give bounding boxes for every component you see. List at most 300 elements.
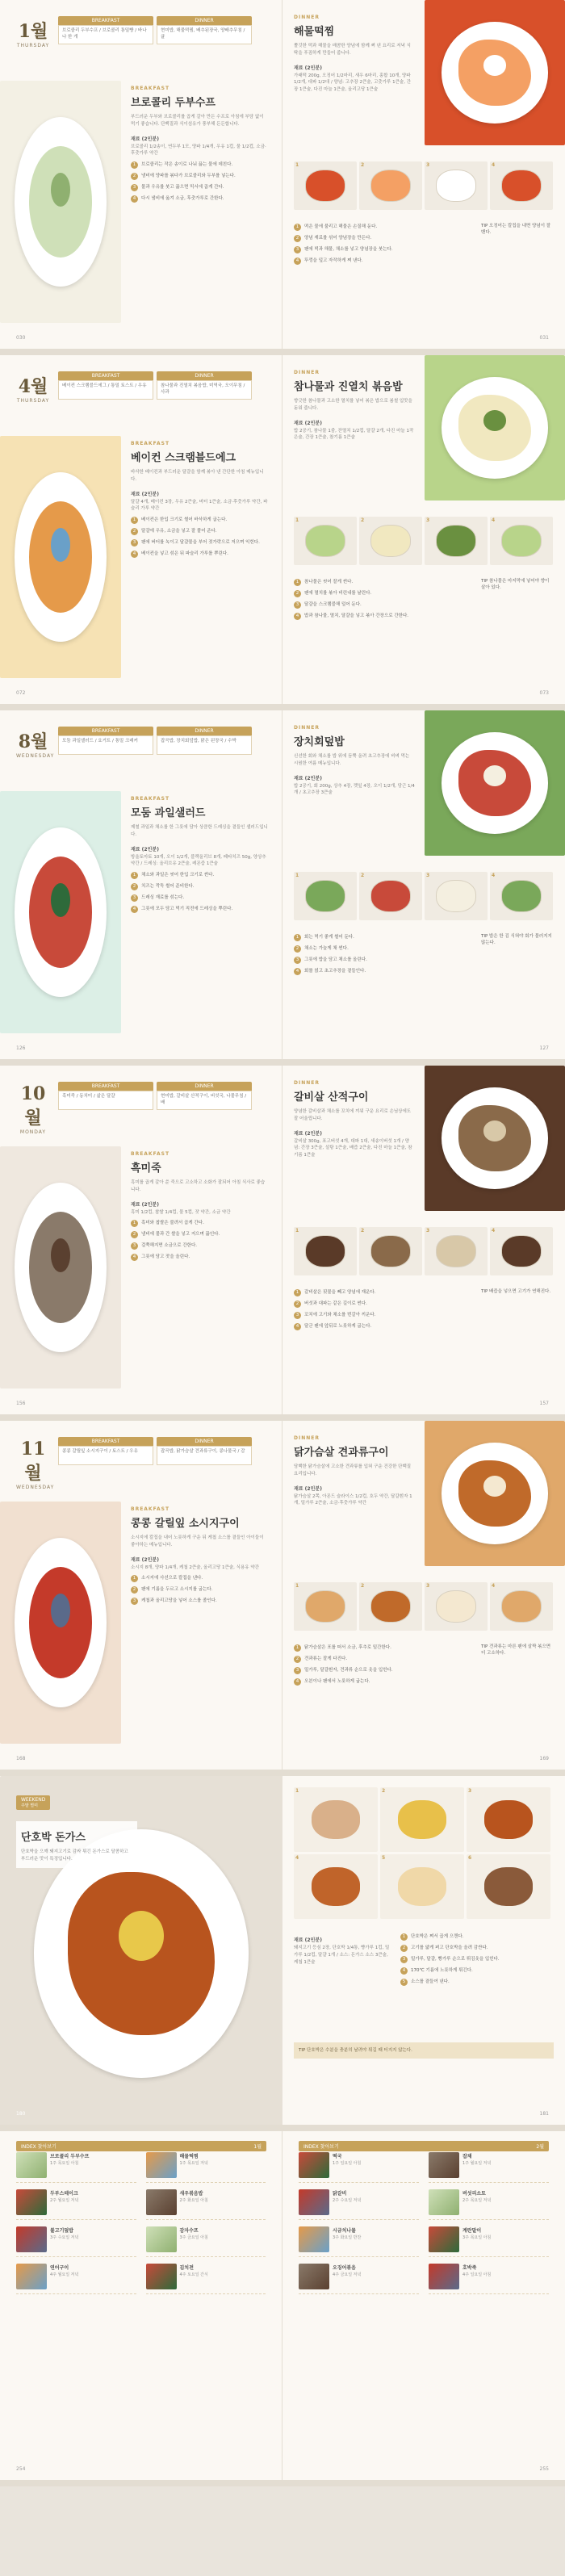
step-photo-number: 3 xyxy=(426,162,430,168)
recipe-step xyxy=(131,517,268,524)
ingredients-block xyxy=(294,1929,391,1966)
step-photo xyxy=(490,1582,553,1631)
index-item-title: 잡채 xyxy=(462,2154,472,2159)
ingredients-text: 달걀 4개, 베이컨 3장, 우유 2큰술, 버터 1큰술, 소금·후춧가루 약간, 파슬리 가루 약간 xyxy=(131,499,268,512)
step-photo xyxy=(467,1854,550,1919)
dinner-photo xyxy=(425,1066,565,1211)
right-page xyxy=(282,355,565,704)
step-photo xyxy=(425,1227,488,1275)
step-photo-number: 2 xyxy=(361,1583,365,1589)
menu-tab xyxy=(157,1437,252,1465)
recipe-description: 양념한 갈비살과 채소를 꼬치에 끼워 구운 요리로 손님상에도 잘 어울립니다. xyxy=(294,1109,412,1121)
index-thumbnail xyxy=(299,2264,329,2289)
index-item[interactable] xyxy=(146,2226,266,2257)
recipe-description: 소시지에 칼집을 내어 노릇하게 구운 뒤 케첩 소스를 곁들인 아이들이 좋아하는 메뉴입니다. xyxy=(131,1535,264,1548)
menu-tab-heading: DINNER xyxy=(157,16,252,25)
menu-tab xyxy=(157,727,252,755)
meal-category: BREAKFAST xyxy=(131,796,170,802)
step-photo-number: 4 xyxy=(492,1583,496,1589)
badge-label: WEEKEND xyxy=(21,1797,46,1803)
index-item[interactable] xyxy=(146,2152,266,2183)
tip-note xyxy=(481,578,554,592)
step-text: 걸쭉해지면 소금으로 간한다. xyxy=(141,1243,198,1249)
ingredients-heading: 재료 (2인분) xyxy=(131,1201,159,1208)
step-text: 팬에 떡과 해물, 채소를 넣고 양념장을 붓는다. xyxy=(304,247,393,252)
step-number: 2 xyxy=(294,590,301,597)
step-text: 꼬치에 고기와 채소를 번갈아 끼운다. xyxy=(304,1313,376,1317)
index-item-sub: 2주 화요일 아침 xyxy=(179,2198,208,2203)
left-page xyxy=(0,2131,282,2480)
menu-tab-body: 현미밥, 해물떡찜, 배추된장국, 양배추무침 / 귤 xyxy=(157,25,252,44)
menu-tab-heading: BREAKFAST xyxy=(58,371,153,380)
recipe-step xyxy=(294,1301,471,1308)
index-header xyxy=(299,2141,549,2151)
day-marker xyxy=(16,728,55,759)
index-item-title: 떡국 xyxy=(333,2154,342,2159)
index-item-sub: 3주 목요일 아침 xyxy=(462,2235,492,2240)
step-photo xyxy=(490,1227,553,1275)
step-photo-number: 1 xyxy=(295,517,299,523)
index-item[interactable] xyxy=(299,2152,419,2183)
recipe-step xyxy=(131,551,268,558)
recipe-step xyxy=(131,883,268,890)
step-food-shape xyxy=(305,1590,345,1623)
step-text: 채소는 가늘게 채 썬다. xyxy=(304,946,349,951)
garnish-shape xyxy=(483,765,506,785)
recipe-description: 담백한 닭가슴살에 고소한 견과류를 입혀 구운 건강한 단백질 요리입니다. xyxy=(294,1464,412,1476)
recipe-step xyxy=(294,957,471,964)
step-text: 베이컨은 한입 크기로 썰어 바삭하게 굽는다. xyxy=(141,517,228,523)
step-number: 1 xyxy=(131,872,138,879)
step-photo xyxy=(490,872,553,920)
index-text xyxy=(180,2226,208,2252)
index-item-title: 계란말이 xyxy=(462,2228,482,2234)
tip-note xyxy=(481,1288,554,1295)
index-item[interactable] xyxy=(146,2264,266,2294)
step-text: 오븐이나 팬에서 노릇하게 굽는다. xyxy=(304,1679,370,1684)
index-item-title: 브로콜리 두부수프 xyxy=(50,2154,90,2159)
ingredients-heading: 재료 (2인분) xyxy=(294,65,322,71)
recipe-step xyxy=(131,528,268,535)
step-photo xyxy=(294,161,357,210)
recipe-step xyxy=(294,590,471,597)
book-spread xyxy=(0,355,565,710)
breakfast-text xyxy=(131,86,268,203)
step-photo-number: 2 xyxy=(361,517,365,523)
recipe-step xyxy=(294,968,471,975)
menu-tab-body: 현미밥, 갈비살 산적구이, 버섯국, 나물무침 / 배 xyxy=(157,1091,252,1110)
recipe-title: 단호박 돈가스 xyxy=(21,1832,86,1844)
step-number: 4 xyxy=(131,1254,138,1261)
step-photo xyxy=(425,517,488,565)
step-number: 3 xyxy=(400,1956,408,1963)
dinner-photo xyxy=(425,710,565,856)
book-spread xyxy=(0,1776,565,2131)
menu-tab xyxy=(58,371,153,400)
breakfast-photo xyxy=(0,1146,121,1389)
recipe-step xyxy=(131,1575,268,1582)
recipe-description: 쫄깃한 떡과 해물을 매콤한 양념에 함께 쪄 낸 요리로 저녁 식탁을 푸짐하게 만들어 줍니다. xyxy=(294,44,411,56)
index-item[interactable] xyxy=(299,2226,419,2257)
index-item[interactable] xyxy=(429,2264,549,2294)
page-number: 181 xyxy=(539,2111,549,2117)
recipe-step xyxy=(294,1644,471,1652)
ingredients-heading: 재료 (2인분) xyxy=(131,136,159,142)
index-item-sub: 1주 목요일 아침 xyxy=(50,2161,79,2166)
index-thumbnail xyxy=(299,2189,329,2215)
index-item[interactable] xyxy=(16,2226,136,2257)
index-title: INDEX 찾아보기 xyxy=(21,2144,56,2150)
index-thumbnail xyxy=(16,2264,47,2289)
recipe-title: 브로콜리 두부수프 xyxy=(131,97,216,109)
index-thumbnail xyxy=(429,2226,459,2252)
step-photo-number: 4 xyxy=(492,1228,496,1234)
step-photo-number: 2 xyxy=(382,1788,386,1794)
menu-tab-heading: BREAKFAST xyxy=(58,727,153,735)
step-number: 1 xyxy=(294,1289,301,1296)
step-number: 2 xyxy=(131,1231,138,1238)
index-item[interactable] xyxy=(429,2226,549,2257)
recipe-description: 단호박을 으깨 돼지고기로 감싸 튀긴 돈가스로 달콤하고 부드러운 맛이 특징입니다. xyxy=(21,1849,128,1862)
index-text xyxy=(462,2226,491,2252)
recipe-step xyxy=(131,161,268,169)
page-number: 168 xyxy=(16,1756,26,1761)
dinner-steps xyxy=(294,575,471,620)
recipe-step xyxy=(294,613,471,620)
recipe-step xyxy=(294,235,471,242)
steps-block xyxy=(400,1929,554,1986)
step-number: 3 xyxy=(294,1312,301,1319)
dinner-photo xyxy=(425,1421,565,1566)
index-item-title: 두부스테이크 xyxy=(50,2191,78,2197)
step-number: 4 xyxy=(294,613,301,620)
day-number: 10월 xyxy=(20,1083,46,1129)
menu-tab-heading: DINNER xyxy=(157,371,252,380)
index-grid xyxy=(299,2152,549,2294)
menu-tab xyxy=(58,1437,153,1465)
title-panel xyxy=(16,1821,137,1868)
ingredients-text: 밥 2공기, 참나물 1줌, 잔멸치 1/2컵, 달걀 2개, 다진 마늘 1작은술, 간장 1큰술, 참기름 1큰술 xyxy=(294,428,414,441)
menu-tab-heading: DINNER xyxy=(157,1082,252,1091)
index-header xyxy=(16,2141,266,2151)
right-page xyxy=(282,2131,565,2480)
index-text xyxy=(462,2152,491,2178)
index-item[interactable] xyxy=(146,2189,266,2220)
dinner-text xyxy=(294,1435,415,1507)
index-item-sub: 1주 일요일 아침 xyxy=(333,2161,362,2166)
page-number: 156 xyxy=(16,1401,26,1406)
index-item[interactable] xyxy=(299,2189,419,2220)
step-text: 소시지에 사선으로 칼집을 낸다. xyxy=(141,1576,203,1581)
step-text: 밀가루, 달걀, 빵가루 순으로 튀김옷을 입힌다. xyxy=(411,1957,500,1962)
index-item-title: 김치전 xyxy=(179,2265,194,2271)
meal-category: DINNER xyxy=(294,725,320,731)
index-thumbnail xyxy=(146,2226,177,2252)
recipe-step xyxy=(131,539,268,547)
index-month: 1월 xyxy=(253,2144,262,2150)
garnish-shape xyxy=(483,1476,506,1496)
recipe-title: 참나물과 진열치 볶음밥 xyxy=(294,381,403,393)
step-photo xyxy=(294,1582,357,1631)
recipe-step xyxy=(294,1667,471,1674)
book-spread xyxy=(0,2131,565,2486)
step-number: 1 xyxy=(294,1644,301,1652)
index-item[interactable] xyxy=(429,2152,549,2183)
recipe-step xyxy=(294,1323,471,1330)
breakfast-text xyxy=(131,796,268,913)
index-item[interactable] xyxy=(16,2152,136,2183)
index-item-title: 닭갈비 xyxy=(333,2191,347,2197)
ingredients-heading: 재료 (2인분) xyxy=(294,1485,322,1492)
garnish-shape xyxy=(51,1594,70,1627)
day-number: 4월 xyxy=(18,376,48,397)
index-text xyxy=(50,2189,78,2215)
step-text: 170℃ 기름에 노릇하게 튀긴다. xyxy=(411,1968,473,1973)
left-page xyxy=(0,1776,282,2125)
step-photo xyxy=(359,1227,422,1275)
step-food-shape xyxy=(305,880,345,912)
index-thumbnail xyxy=(299,2226,329,2252)
menu-tab-heading: DINNER xyxy=(157,727,252,735)
recipe-description: 바삭한 베이컨과 부드러운 달걀을 함께 볶아 낸 간단한 아침 메뉴입니다. xyxy=(131,470,264,482)
index-item[interactable] xyxy=(16,2264,136,2294)
index-thumbnail xyxy=(429,2152,459,2178)
step-number: 3 xyxy=(294,1667,301,1674)
step-text: 그릇에 담고 잣을 올린다. xyxy=(141,1254,190,1260)
step-text: 양념 재료를 섞어 양념장을 만든다. xyxy=(304,236,372,241)
step-food-shape xyxy=(484,1800,533,1839)
meal-category: BREAKFAST xyxy=(131,86,170,91)
ingredients-text: 닭가슴살 2쪽, 아몬드 슬라이스 1/2컵, 호두 약간, 달걀흰자 1개, 밀가루 2큰술, 소금·후춧가루 약간 xyxy=(294,1493,412,1506)
step-photo xyxy=(425,872,488,920)
step-photo-number: 1 xyxy=(295,162,299,168)
ingredients-text: 브로콜리 1/2송이, 연두부 1모, 양파 1/4개, 우유 1컵, 물 1/2컵, 소금·후춧가루 약간 xyxy=(131,144,266,157)
recipe-title: 닭가슴살 견과류구이 xyxy=(294,1447,389,1459)
step-photo-number: 4 xyxy=(492,517,496,523)
index-thumbnail xyxy=(16,2189,47,2215)
step-number: 3 xyxy=(131,894,138,902)
step-photo xyxy=(359,872,422,920)
step-photos xyxy=(294,872,554,920)
recipe-step xyxy=(294,1656,471,1663)
index-thumbnail xyxy=(299,2152,329,2178)
tip-text: TIP 밥은 한 김 식혀야 회가 물러지지 않는다. xyxy=(481,934,552,946)
recipe-step xyxy=(294,224,471,231)
step-number: 4 xyxy=(400,1967,408,1975)
step-photo xyxy=(380,1787,464,1852)
step-number: 2 xyxy=(131,173,138,180)
index-item[interactable] xyxy=(429,2189,549,2220)
page-number: 030 xyxy=(16,335,26,341)
step-food-shape xyxy=(370,880,411,912)
menu-tab xyxy=(157,16,252,44)
step-text: 참나물은 씻어 잘게 썬다. xyxy=(304,580,354,584)
badge-sub: 주말 별미 xyxy=(21,1803,38,1808)
garnish-shape xyxy=(51,173,70,207)
index-text xyxy=(180,2189,208,2215)
step-photo-number: 2 xyxy=(361,873,365,878)
breakfast-text xyxy=(131,1506,268,1605)
step-number: 2 xyxy=(294,235,301,242)
step-text: 브로콜리는 작은 송이로 나눠 끓는 물에 데친다. xyxy=(141,162,233,168)
step-food-shape xyxy=(305,525,345,557)
index-item[interactable] xyxy=(299,2264,419,2294)
step-number: 2 xyxy=(294,1656,301,1663)
page-number: 073 xyxy=(539,690,549,696)
index-item-sub: 4주 토요일 간식 xyxy=(179,2272,208,2277)
menu-tab-body: 흑미죽 / 동치미 / 삶은 달걀 xyxy=(58,1091,153,1110)
step-photo-number: 1 xyxy=(295,1228,299,1234)
day-marker xyxy=(16,1083,50,1135)
index-item-title: 시금치나물 xyxy=(333,2228,356,2234)
breakfast-text xyxy=(131,441,268,558)
index-item-sub: 2주 수요일 저녁 xyxy=(333,2198,362,2203)
index-item-sub: 3주 화요일 반찬 xyxy=(333,2235,362,2240)
recipe-step xyxy=(400,1967,554,1975)
step-text: 뚜껑을 덮고 자작하게 쪄 낸다. xyxy=(304,258,363,263)
index-item-sub: 2주 목요일 저녁 xyxy=(462,2198,492,2203)
step-food-shape xyxy=(436,1235,476,1267)
step-photo xyxy=(294,1854,378,1919)
ingredients-heading: 재료 (2인분) xyxy=(294,1130,322,1137)
step-photos xyxy=(294,1787,554,1919)
page-number: 180 xyxy=(16,2111,26,2117)
recipe-step xyxy=(131,184,268,191)
left-page xyxy=(0,0,282,349)
step-photos xyxy=(294,161,554,210)
recipe-step xyxy=(400,1945,554,1952)
recipe-description: 부드러운 두부와 브로콜리를 곱게 갈아 만든 수프로 아침에 부담 없이 먹기 좋습니다. 단백질과 식이섬유가 풍부해 든든합니다. xyxy=(131,115,264,127)
meal-category: DINNER xyxy=(294,370,320,375)
recipe-title: 베이컨 스크램블드에그 xyxy=(131,452,236,464)
index-item-sub: 3주 금요일 아침 xyxy=(179,2235,208,2240)
step-photo-number: 3 xyxy=(426,1583,430,1589)
menu-tab-body: 모둠 과일샐러드 / 요거트 / 통밀 크래커 xyxy=(58,735,153,755)
step-photo xyxy=(294,872,357,920)
dinner-steps xyxy=(294,220,471,265)
step-number: 4 xyxy=(294,968,301,975)
ingredients-text: 가래떡 200g, 오징어 1/2마리, 새우 6마리, 홍합 10개, 양파 1/2개, 대파 1/2대 / 양념: 고추장 2큰술, 고춧가루 1큰술, 간장 1큰술, 다진 마늘 1큰술, 올리고당 1큰술 xyxy=(294,73,412,93)
menu-tab xyxy=(157,371,252,400)
index-item-title: 불고기덮밥 xyxy=(50,2228,73,2234)
badge xyxy=(16,1795,50,1810)
step-photo-number: 4 xyxy=(295,1855,299,1861)
recipe-step xyxy=(131,1220,268,1227)
menu-tab-body: 잡곡밥, 장치회덮밥, 맑은 된장국 / 수박 xyxy=(157,735,252,755)
garnish-shape xyxy=(119,1911,164,1961)
step-number: 4 xyxy=(131,551,138,558)
step-photo xyxy=(294,1227,357,1275)
index-item-sub: 1주 목요일 저녁 xyxy=(179,2161,208,2166)
step-text: 팬에 멸치를 볶아 비린내를 날린다. xyxy=(304,591,372,596)
tip-note xyxy=(481,223,554,237)
step-photo-number: 3 xyxy=(426,517,430,523)
index-thumbnail xyxy=(429,2189,459,2215)
dinner-text xyxy=(294,370,415,442)
meal-category: DINNER xyxy=(294,15,320,20)
recipe-title: 해물떡찜 xyxy=(294,26,335,38)
step-text: 냄비에 양파를 볶다가 브로콜리와 두부를 넣는다. xyxy=(141,174,236,179)
recipe-step xyxy=(294,934,471,941)
menu-tab xyxy=(58,16,153,44)
step-text: 버섯과 대파는 같은 길이로 썬다. xyxy=(304,1301,367,1306)
day-marker xyxy=(16,18,50,48)
tip-note xyxy=(481,933,554,947)
index-item-title: 연어구이 xyxy=(50,2265,69,2271)
step-text: 다시 냄비에 옮겨 소금, 후춧가루로 간한다. xyxy=(141,196,224,202)
recipe-step xyxy=(400,1979,554,1986)
step-text: 그릇에 모두 담고 먹기 직전에 드레싱을 뿌린다. xyxy=(141,907,233,912)
recipe-step xyxy=(131,894,268,902)
index-item-sub: 4주 월요일 저녁 xyxy=(50,2272,79,2277)
menu-summary xyxy=(58,727,252,755)
recipe-step xyxy=(131,906,268,913)
meal-category: BREAKFAST xyxy=(131,1506,170,1512)
menu-tab-body: 잡곡밥, 닭가슴살 견과류구이, 콩나물국 / 감 xyxy=(157,1446,252,1465)
recipe-step xyxy=(294,945,471,953)
index-text xyxy=(50,2264,78,2289)
recipe-step xyxy=(131,1586,268,1594)
step-number: 1 xyxy=(131,517,138,524)
step-food-shape xyxy=(370,1590,411,1623)
ingredients-text: 방울토마토 10개, 오이 1/2개, 블랙올리브 8개, 페타치즈 50g, 양상추 약간 / 드레싱: 올리브유 2큰술, 레몬즙 1큰술 xyxy=(131,854,266,867)
step-number: 1 xyxy=(294,579,301,586)
step-number: 5 xyxy=(400,1979,408,1986)
step-text: 달걀에 우유, 소금을 넣고 잘 풀어 준다. xyxy=(141,529,217,534)
ingredients-heading: 재료 (2인분) xyxy=(131,491,159,497)
step-photo xyxy=(359,1582,422,1631)
dinner-text xyxy=(294,15,415,94)
dinner-steps xyxy=(294,1285,471,1330)
step-photo-number: 1 xyxy=(295,873,299,878)
step-number: 3 xyxy=(294,601,301,609)
breakfast-photo xyxy=(0,81,121,323)
step-number: 4 xyxy=(131,195,138,203)
recipe-step xyxy=(131,1598,268,1605)
index-item[interactable] xyxy=(16,2189,136,2220)
step-food-shape xyxy=(436,880,476,912)
step-text: 떡은 물에 불리고 해물은 손질해 둔다. xyxy=(304,224,378,229)
step-number: 4 xyxy=(294,1678,301,1686)
step-photo-number: 4 xyxy=(492,162,496,168)
step-number: 4 xyxy=(294,258,301,265)
right-page xyxy=(282,1421,565,1770)
index-thumbnail xyxy=(16,2152,47,2178)
step-food-shape xyxy=(484,1867,533,1906)
page-number: 254 xyxy=(16,2466,26,2472)
step-text: 치즈는 깍둑 썰어 준비한다. xyxy=(141,884,195,890)
step-photo xyxy=(294,1787,378,1852)
recipe-title: 모둠 과일샐러드 xyxy=(131,807,206,819)
recipe-title: 콩콩 갈릴잎 소시지구이 xyxy=(131,1518,240,1530)
step-food-shape xyxy=(501,1590,542,1623)
step-number: 2 xyxy=(294,945,301,953)
weekday: THURSDAY xyxy=(16,43,50,48)
page-number: 127 xyxy=(539,1045,549,1051)
menu-tab xyxy=(157,1082,252,1110)
dinner-steps xyxy=(294,1640,471,1686)
dinner-photo xyxy=(425,355,565,501)
recipe-title: 장치회덮밥 xyxy=(294,736,345,748)
left-page xyxy=(0,1066,282,1414)
book-spread xyxy=(0,1421,565,1776)
garnish-shape xyxy=(51,528,70,562)
recipe-description: 제철 과일과 채소를 한 그릇에 담아 상큼한 드레싱을 곁들인 샐러드입니다. xyxy=(131,825,268,837)
step-photo-number: 3 xyxy=(426,1228,430,1234)
dinner-text xyxy=(294,1080,415,1159)
step-photo-number: 4 xyxy=(492,873,496,878)
index-item-title: 감자수프 xyxy=(179,2228,199,2234)
